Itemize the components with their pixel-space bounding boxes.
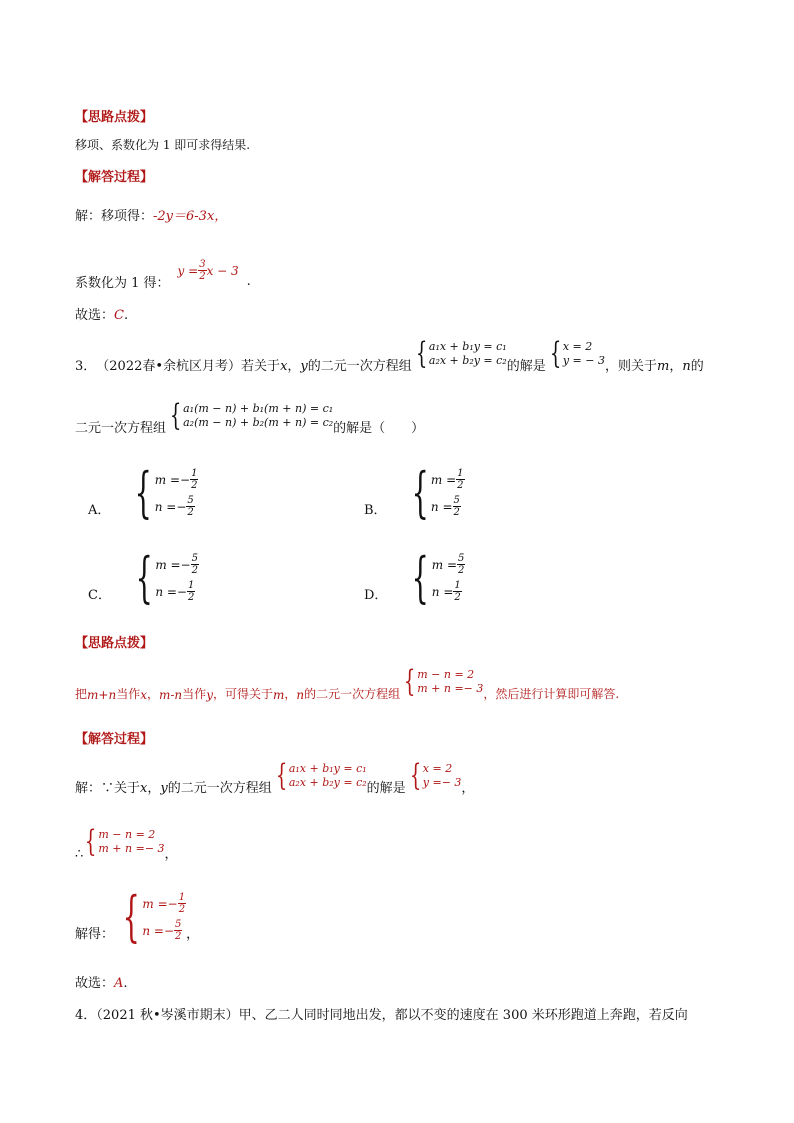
option-b[interactable] [364,461,465,524]
choice-3-label: 故选： [75,976,115,991]
step2-formula [178,259,239,282]
s3-x: x [140,781,148,796]
t3-y: y [206,688,213,702]
t3-mn1: m+n [87,688,117,702]
option-d-m-den: 2 [458,565,465,576]
q3-number: 3． [75,359,97,374]
s3-res-m-lhs: m =− [142,896,178,911]
s3-res-n-lhs: n =− [142,923,175,938]
step2-den: 2 [199,271,206,282]
s3-sol-line1: x = 2 [422,762,453,775]
q4-number: 4． [75,1008,97,1023]
s3-sys-line2: a₂x + b₂y = c₂ [288,776,367,789]
s3-there-end: ， [164,847,178,862]
s3-result-label: 解得： [75,927,115,942]
option-c-n-num: 1 [187,580,195,591]
t3-system [400,664,484,699]
q3-stem-g: 的解是（ ） [333,421,425,436]
option-d-m-num: 5 [458,553,465,564]
thought-text-3 [75,664,620,702]
q3-stem-a: 若关于 [241,359,281,374]
option-c-system [127,546,199,609]
brace-icon: { [135,546,153,609]
option-b-m-lhs: m = [430,472,457,487]
option-d-n-lhs: n = [431,584,454,599]
step2-num: 3 [199,259,206,270]
choice-3-end: . [123,976,128,991]
option-c-label: C． [88,588,111,603]
choice-1-end: . [123,308,129,323]
s3-b: 的二元一次方程组 [167,781,272,796]
s3-y: y [160,781,168,796]
option-d-n-den: 2 [454,592,461,603]
step1-math: -2y＝6-3x， [153,209,228,224]
q4-text: 甲、乙二人同时同地出发，都以不变的速度在 300 米环形跑道上奔跑，若反向 [238,1008,688,1023]
option-c-m-num: 5 [191,553,198,564]
brace-icon: { [169,398,182,433]
q3-var-n: n [682,359,691,374]
thought-text-1: 移项、系数化为 1 即可求得结果. [75,138,251,152]
q3-sysB-line2: a₂(m − n) + b₂(m + n) = c₂ [183,416,334,429]
option-c-m-den: 2 [191,565,198,576]
option-a-n-lhs: n =− [154,499,187,514]
q3-system-a [412,336,507,371]
q3-comma2: ， [669,359,683,374]
s3-there-line1: m − n = 2 [98,828,156,841]
choice-1-letter: C [114,308,124,323]
option-a-n-den: 2 [187,507,194,518]
s3-d: ， [461,781,475,796]
q3-sysA-line2: a₂x + b₂y = c₂ [428,354,507,367]
step1-label: 解：移项得： [75,209,154,224]
solve-step-1 [75,205,227,224]
option-a-m-den: 2 [191,480,198,491]
option-d-label: D． [364,588,388,603]
brace-icon: { [415,336,428,371]
s3-result-end: ， [186,927,200,942]
brace-icon: { [411,461,429,524]
s3-system [272,758,367,793]
choice-3-letter: A [114,976,124,991]
therefore-symbol: ∴ [75,847,84,862]
brace-icon: { [549,336,562,371]
t3-m: m [272,688,285,702]
q4-source: （2021 秋•岑溪市期末） [96,1008,239,1023]
option-b-n-lhs: n = [430,499,453,514]
s3-c: 的解是 [366,781,406,796]
brace-icon: { [85,824,97,859]
option-b-n-den: 2 [453,507,460,518]
q3-stem-b: 的二元一次方程组 [307,359,412,374]
option-b-n-num: 5 [453,495,460,506]
choice-3 [75,972,128,991]
t3-g: 的二元一次方程组 [304,687,401,701]
option-c-n-lhs: n =− [155,584,187,599]
solve-3-result [75,885,200,948]
step2-rhs: x − 3 [206,263,239,278]
option-c-m-lhs: m =− [155,557,191,572]
option-b-label: B． [364,503,387,518]
s3-sys-line1: a₁x + b₁y = c₁ [288,762,367,775]
option-a-label: A． [88,503,111,518]
s3-res-m-num: 1 [178,892,186,903]
s3-comma: ， [147,781,161,796]
option-d-m-lhs: m = [431,557,458,572]
step2-label: 系数化为 1 得： [75,276,170,291]
q3-stem-f: 二元一次方程组 [75,421,167,436]
choice-1 [75,304,128,323]
question-3-line-1 [75,336,704,374]
brace-icon: { [412,546,430,609]
t3-h: ，然后进行计算即可解答. [483,687,620,701]
q3-solA-line1: x = 2 [562,340,593,353]
brace-icon: { [275,758,288,793]
q3-var-m: m [656,359,670,374]
option-a-n-num: 5 [187,495,194,506]
question-3-line-2 [75,398,425,436]
solve-heading-3: 【解答过程】 [75,732,154,747]
q3-var-y: y [300,359,308,374]
s3-a: 解：∵关于 [75,781,141,796]
s3-there-line2: m + n =− 3 [98,842,165,855]
option-d-system [403,546,465,609]
q3-comma1: ， [287,359,301,374]
thought-heading-3: 【思路点拨】 [75,636,154,651]
q3-sysB-line1: a₁(m − n) + b₁(m + n) = c₁ [183,402,334,415]
s3-sol-line2: y =− 3 [422,776,462,789]
t3-sys-line1: m − n = 2 [417,668,475,681]
option-b-m-den: 2 [457,480,464,491]
brace-icon: { [409,758,421,793]
q3-var-x: x [280,359,288,374]
option-a[interactable] [88,461,198,524]
option-b-m-num: 1 [457,468,464,479]
q3-solA-line2: y = − 3 [562,354,605,367]
q3-stem-e: 的 [690,359,704,374]
t3-c: ， [146,687,159,701]
t3-n: n [296,688,305,702]
s3-therefore-system [81,824,165,859]
step2-end: . [246,274,251,289]
q3-stem-c: 的解是 [506,359,546,374]
t3-sys-line2: m + n =− 3 [417,682,484,695]
s3-res-m-den: 2 [178,904,186,915]
solve-3-line-1 [75,758,475,796]
q3-solution-a [546,336,605,371]
t3-mn2: m-n [159,688,183,702]
t3-b: 当作 [116,687,141,701]
option-d[interactable] [364,546,465,609]
choice-1-label: 故选： [75,308,115,323]
question-4 [75,1004,688,1023]
brace-icon: { [134,461,153,524]
solve-step-2 [75,250,251,291]
option-b-system [403,461,465,524]
step2-fraction [198,259,206,282]
s3-result-system [114,885,186,948]
q3-stem-d: ，则关于 [604,359,657,374]
t3-e: ，可得关于 [212,687,273,701]
t3-f: ， [284,687,297,701]
option-a-m-num: 1 [191,468,198,479]
option-c-n-den: 2 [187,592,195,603]
option-a-system [126,461,198,524]
s3-solution [406,758,462,793]
t3-a: 把 [75,687,88,701]
s3-res-n-den: 2 [175,931,182,942]
solve-heading-1: 【解答过程】 [75,170,154,185]
step2-lhs: y = [177,263,199,278]
brace-icon: { [403,664,416,699]
q3-system-b [166,398,334,433]
option-d-n-num: 1 [454,580,461,591]
option-c[interactable] [88,546,199,609]
t3-x: x [140,688,147,702]
brace-icon: { [122,885,140,948]
t3-d: 当作 [182,687,207,701]
solve-3-therefore [75,824,178,862]
s3-res-n-num: 5 [175,919,182,930]
q3-source: （2022春•余杭区月考） [96,359,242,374]
q3-sysA-line1: a₁x + b₁y = c₁ [428,340,507,353]
thought-heading-1: 【思路点拨】 [75,110,154,125]
option-a-m-lhs: m =− [154,472,191,487]
